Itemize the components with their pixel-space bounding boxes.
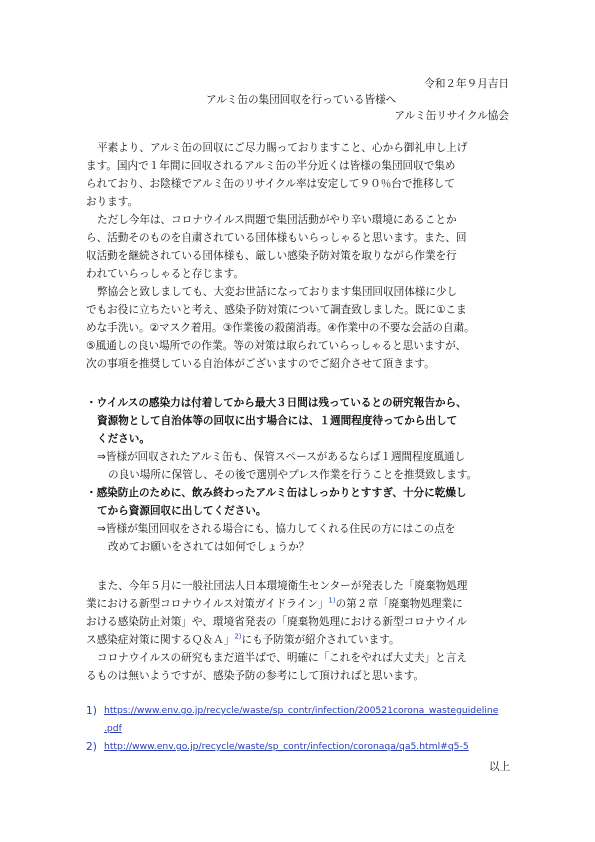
reference-marker[interactable]: 1) xyxy=(328,596,336,605)
body-line: また、今年５月に一般社団法人日本環境衛生センターが発表した「廃棄物処理 xyxy=(97,580,468,592)
intro-line: 弊協会と致しましても、大変お世話になっております集団回収団体様に少し xyxy=(97,286,458,298)
body-text: 業における新型コロナウイルス対策ガイドライン」 xyxy=(86,598,329,610)
bullet-line: ください。 xyxy=(97,433,150,445)
intro-line: ます。国内で１年間に回収されるアルミ缶の半分近くは皆様の集団回収で集め xyxy=(86,160,456,172)
intro-line: られており、お陰様でアルミ缶のリサイクル率は安定して９０％台で推移して xyxy=(86,178,455,190)
reference-marker[interactable]: 2) xyxy=(234,632,242,641)
bullet-line: ・感染防止のために、飲み終わったアルミ缶はしっかりとすすぎ、十分に乾燥し xyxy=(86,487,467,499)
reference-number: 2) xyxy=(86,741,97,753)
sub-point-line: 改めてお願いをされては如何でしょうか？ xyxy=(108,541,310,553)
body-text: ス感染症対策に関するＱ＆Ａ」 xyxy=(86,634,235,646)
recipient-line: アルミ缶の集団回収を行っている皆様へ xyxy=(206,94,397,106)
sub-point-line: ⇒皆様が集団回収をされる場合にも、協力してくれる住民の方にはこの点を xyxy=(97,523,456,535)
intro-line: ただし今年は、コロナウイルス問題で集団活動がやり辛い環境にあることか xyxy=(97,214,457,226)
body-line: おける感染防止対策」や、環境省発表の「廃棄物処理における新型コロナウイル xyxy=(86,616,467,628)
bullet-line: てから資源回収に出してください。 xyxy=(97,505,267,517)
intro-line: ら、活動そのものを自粛されている団体様もいらっしゃると思います。また、回 xyxy=(86,232,467,244)
reference-link[interactable]: http://www.env.go.jp/recycle/waste/sp_contr/infection/coronaqa/qa5.html#q5-5 xyxy=(104,741,469,752)
intro-line: おります。 xyxy=(86,196,139,208)
intro-line: ⑤風通しの良い場所での作業。等の対策は取られていらっしゃると思いますが、 xyxy=(86,340,467,352)
body-text: の第２章「廃棄物処理業に xyxy=(335,598,463,610)
body-line xyxy=(86,597,463,611)
bullet-line: 資源物として自治体等の回収に出す場合には、１週間程度待ってから出して xyxy=(97,415,458,427)
reference-link[interactable]: .pdf xyxy=(104,723,122,734)
intro-line: めな手洗い。②マスク着用。③作業後の殺菌消毒。④作業中の不要な会話の自粛。 xyxy=(86,322,475,334)
body-line: るものは無いようですが、感染予防の参考にして頂ければと思います。 xyxy=(86,670,425,682)
intro-line: でもお役に立ちたいと考え、感染予防対策について調査致しました。既に①こま xyxy=(86,304,467,316)
closing-mark: 以上 xyxy=(489,761,511,773)
sub-point-line: ⇒皆様が回収されたアルミ缶も、保管スペースがあるならば１週間程度風通し xyxy=(97,451,466,463)
reference-link[interactable]: https://www.env.go.jp/recycle/waste/sp_contr/infection/200521corona_wasteguideline xyxy=(104,705,499,716)
intro-line: われていらっしゃると存じます。 xyxy=(86,268,245,280)
body-line xyxy=(86,633,400,647)
bullet-line: ・ウイルスの感染力は付着してから最大３日間は残っているとの研究報告から、 xyxy=(86,397,467,409)
intro-line: 次の事項を推奨している自治体がございますのでご紹介させて頂きます。 xyxy=(86,358,435,370)
body-line: コロナウイルスの研究もまだ道半ばで、明確に「これをやれば大丈夫」と言え xyxy=(97,652,467,664)
reference-number: 1) xyxy=(86,705,97,717)
sub-point-line: の良い場所に保管し、その後で選別やプレス作業を行うことを推奨致します。 xyxy=(108,469,478,481)
intro-line: 平素より、アルミ缶の回収にご尽力賜っておりますこと、心から御礼申し上げ xyxy=(97,142,468,154)
body-text: にも予防策が紹介されています。 xyxy=(241,634,400,646)
date-line: 令和２年９月吉日 xyxy=(424,78,509,90)
intro-line: 収活動を継続されている団体様も、厳しい感染予防対策を取りながら作業を行 xyxy=(86,250,457,262)
sender-line: アルミ缶リサイクル協会 xyxy=(394,110,509,122)
